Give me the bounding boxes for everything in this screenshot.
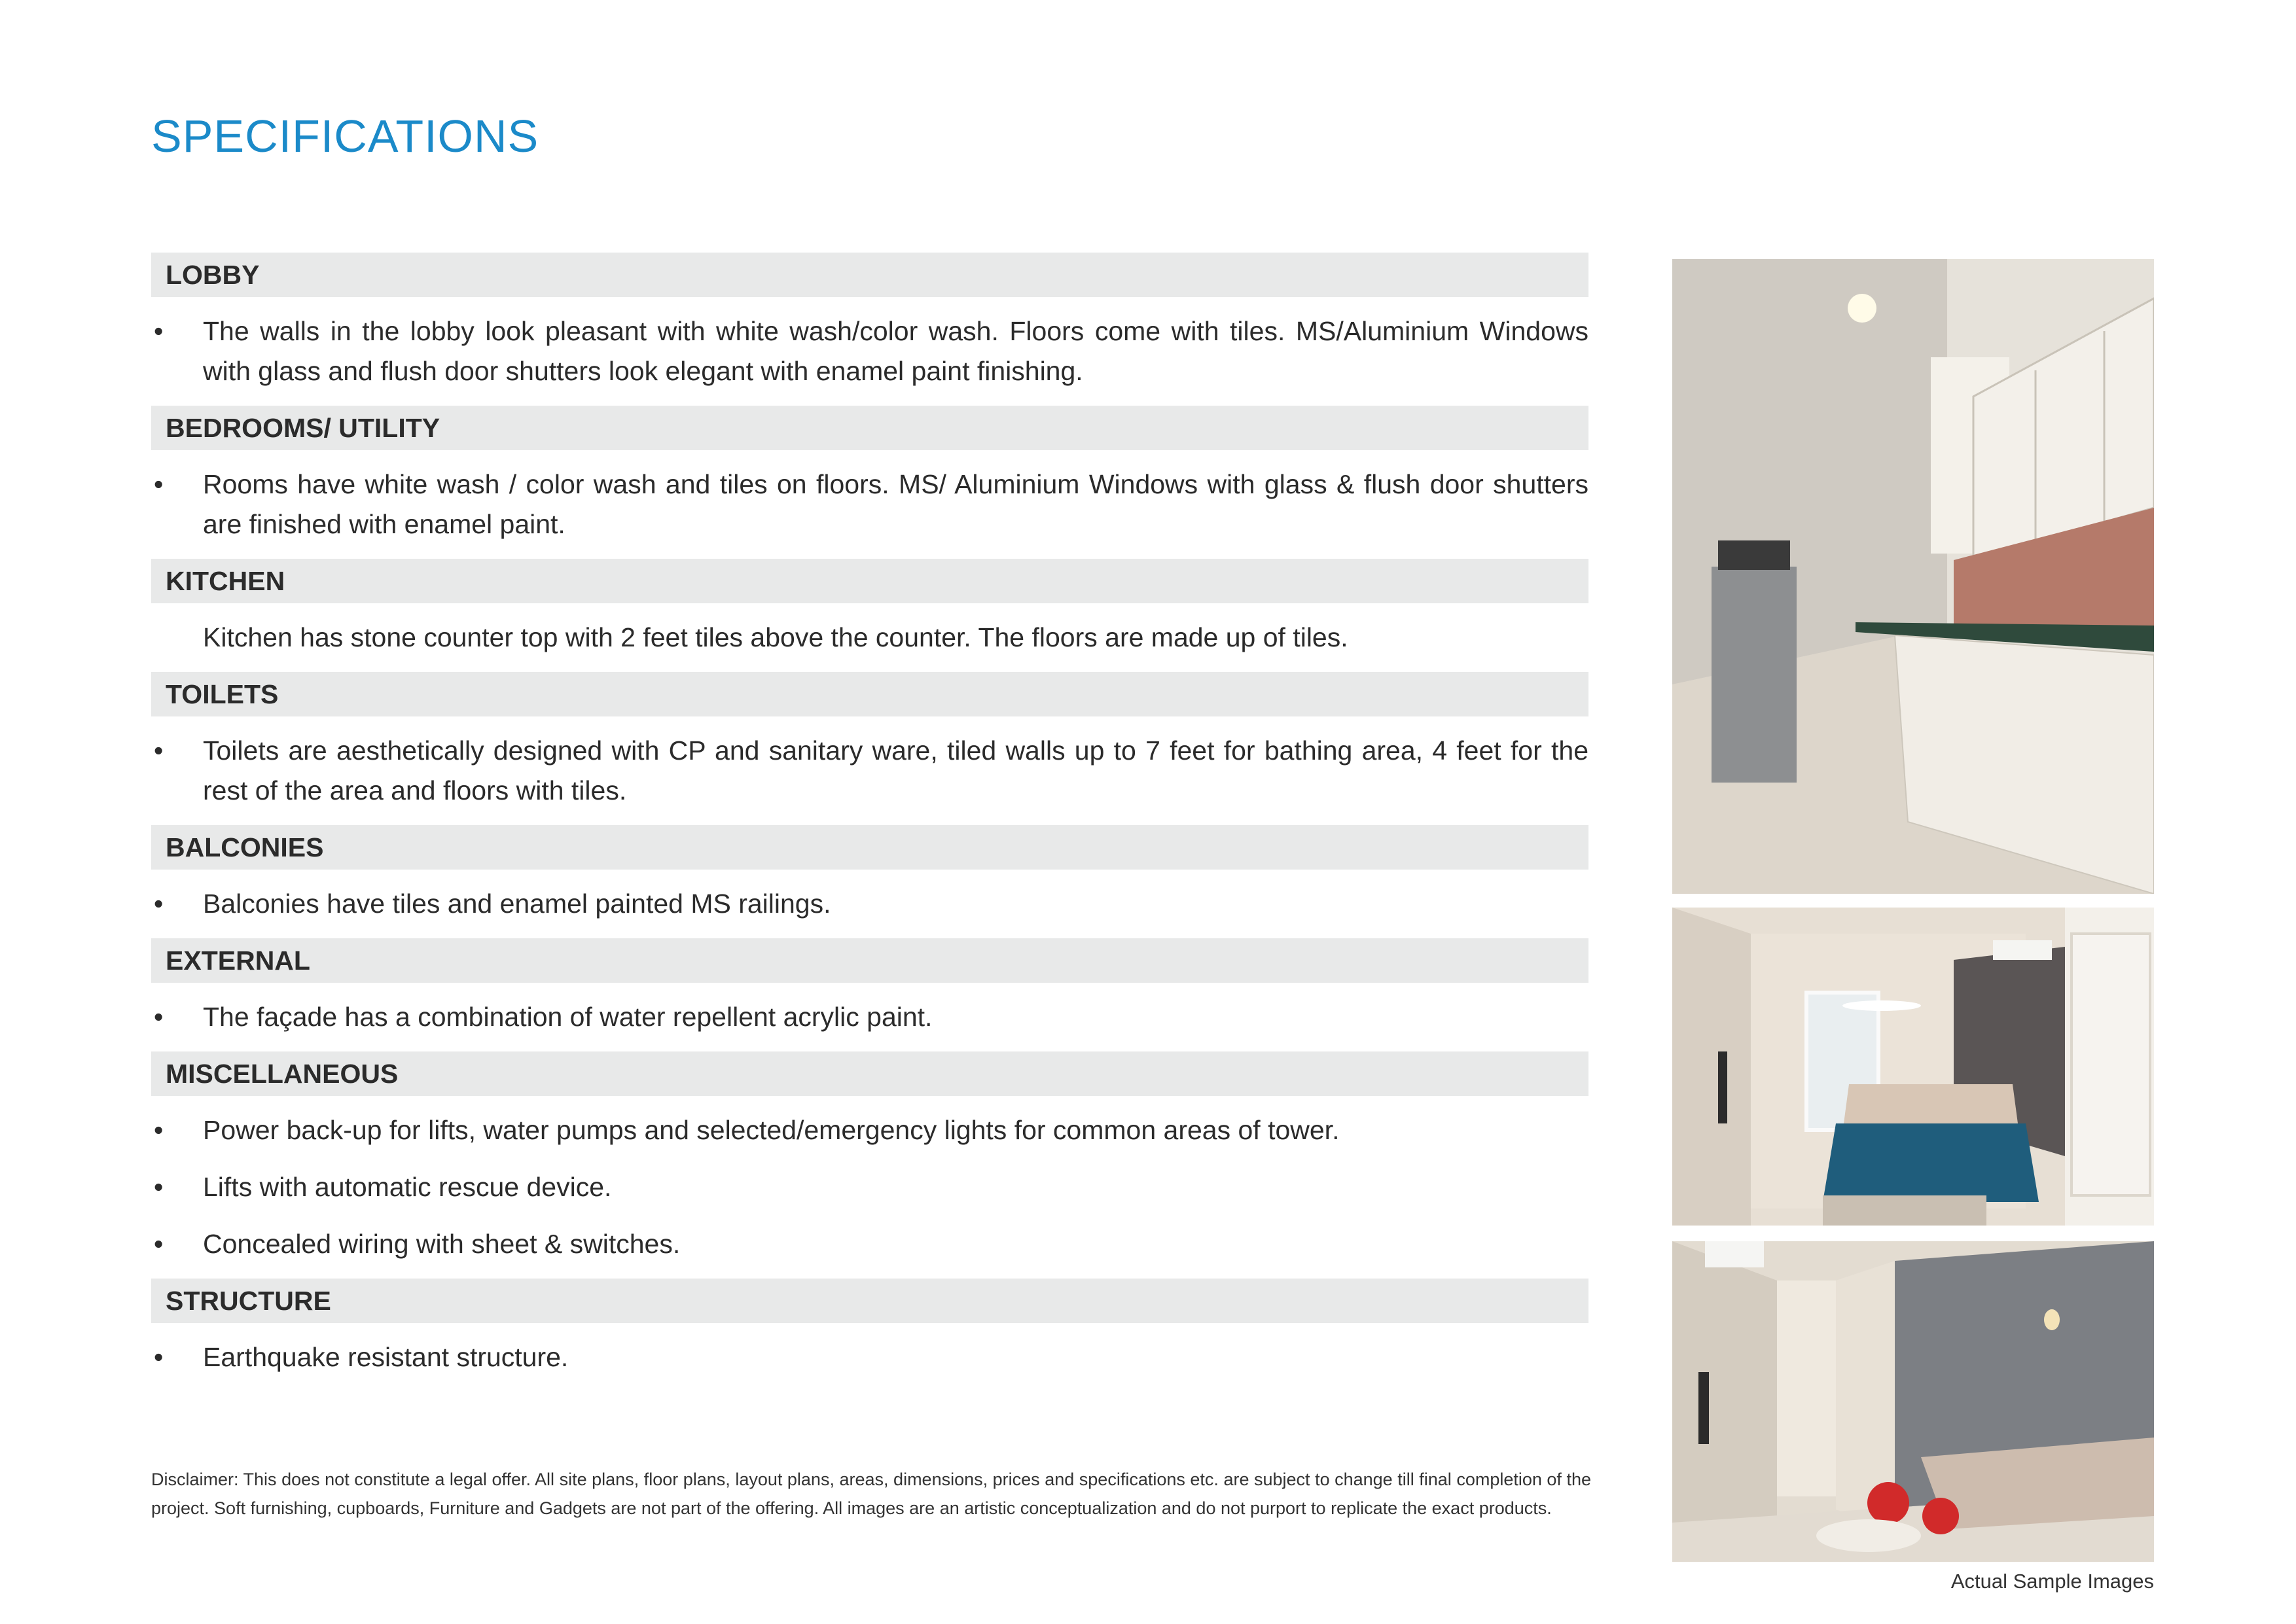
spec-item	[151, 1110, 1588, 1150]
bullet: •	[154, 1115, 164, 1145]
spec-item	[151, 1337, 1588, 1377]
section-heading-bedrooms: BEDROOMS/ UTILITY	[151, 406, 1588, 450]
kitchen-photo	[1672, 259, 2154, 894]
spec-item	[151, 997, 1588, 1037]
bullet: •	[154, 1172, 164, 1202]
spec-text: Toilets are aesthetically designed with CP and sanitary ware, tiled walls up to 7 feet for bathing area, 4 feet for the rest of the area and floors with tiles.	[203, 735, 1588, 805]
section-heading-kitchen: KITCHEN	[151, 559, 1588, 603]
spec-item	[151, 311, 1588, 391]
bullet: •	[154, 1002, 164, 1032]
bullet: •	[154, 316, 164, 346]
section-heading-toilets: TOILETS	[151, 672, 1588, 716]
spec-text: The façade has a combination of water repellent acrylic paint.	[203, 1002, 933, 1032]
spec-text: Lifts with automatic rescue device.	[203, 1172, 612, 1202]
spec-text: The walls in the lobby look pleasant with white wash/color wash. Floors come with tiles. MS/Aluminium Windows with glass and flush door shutters look elegant with enamel paint finishing.	[203, 316, 1588, 386]
bullet: •	[154, 469, 164, 499]
page-title: SPECIFICATIONS	[151, 111, 539, 162]
spec-text: Earthquake resistant structure.	[203, 1342, 569, 1372]
section-heading-external: EXTERNAL	[151, 938, 1588, 983]
spec-item	[151, 465, 1588, 544]
section-heading-structure: STRUCTURE	[151, 1279, 1588, 1323]
bullet: •	[154, 1229, 164, 1259]
disclaimer: Disclaimer: This does not constitute a legal offer. All site plans, floor plans, layout plans, areas, dimensions, prices and specifications etc. are subject to change till final completion of the project. Soft furnishing, cupboards, Furniture and Gadgets are not part of the offering. All images are an artistic conceptualization and do not purport to replicate the exact products.	[151, 1470, 1591, 1518]
spec-text: Power back-up for lifts, water pumps and selected/emergency lights for common areas of tower.	[203, 1115, 1340, 1145]
bullet: •	[154, 1342, 164, 1372]
bullet: •	[154, 889, 164, 919]
spec-item	[151, 1224, 1588, 1264]
section-heading-miscellaneous: MISCELLANEOUS	[151, 1051, 1588, 1096]
spec-text: Rooms have white wash / color wash and tiles on floors. MS/ Aluminium Windows with glass & flush door shutters are finished with enamel paint.	[203, 469, 1588, 539]
photos-caption: Actual Sample Images	[1950, 1570, 2154, 1593]
spec-item	[151, 884, 1588, 924]
specifications-list	[151, 253, 1588, 1392]
spec-text: Balconies have tiles and enamel painted MS railings.	[203, 889, 831, 919]
spec-item	[151, 618, 1588, 658]
spec-text: Kitchen has stone counter top with 2 feet tiles above the counter. The floors are made up of tiles.	[203, 622, 1348, 652]
living-room-photo	[1672, 1241, 2154, 1562]
bullet: •	[154, 735, 164, 766]
spec-item	[151, 731, 1588, 811]
bedroom-photo	[1672, 908, 2154, 1226]
spec-item	[151, 1167, 1588, 1207]
spec-text: Concealed wiring with sheet & switches.	[203, 1229, 681, 1259]
section-heading-balconies: BALCONIES	[151, 825, 1588, 870]
section-heading-lobby: LOBBY	[151, 253, 1588, 297]
